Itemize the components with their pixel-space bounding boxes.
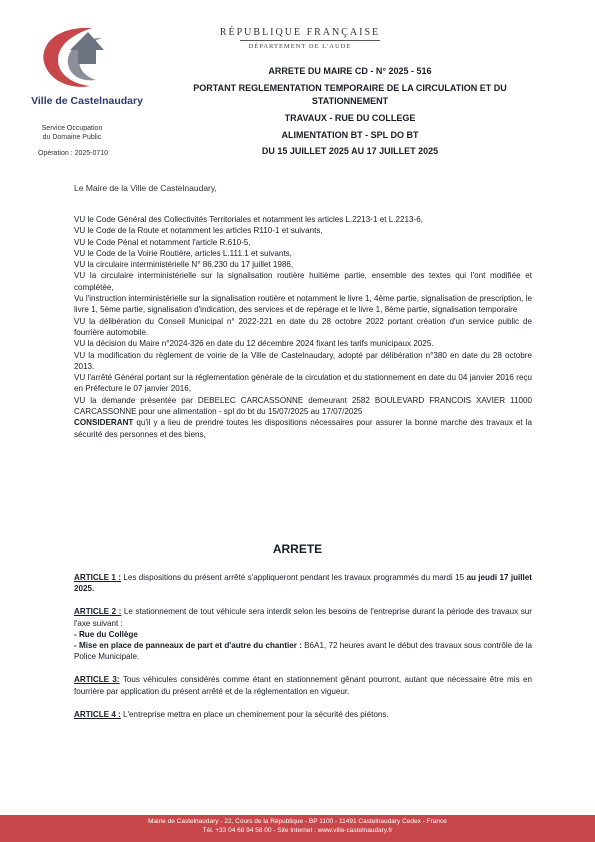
article-4: ARTICLE 4 : L'entreprise mettra en place un cheminement pour la sécurité des piétons. xyxy=(74,709,389,719)
service-name: Service Occupation du Domaine Public xyxy=(41,125,103,141)
vu-line: VU le Code Pénal et notamment l'article R.610-5, xyxy=(74,237,251,247)
works-period: DU 15 JUILLET 2025 AU 17 JUILLET 2025 xyxy=(261,146,439,156)
vu-line: VU la délibération du Conseil Municipal n° 2022-221 en date du 28 octobre 2022 portant création d'un service public de fourrière automobile. xyxy=(74,316,532,337)
footer xyxy=(0,815,595,842)
arrete-header xyxy=(160,65,540,162)
vu-line: VU le Code Général des Collectivités Territoriales et notamment les articles L.2213-1 et L.2213-6, xyxy=(74,215,423,224)
republic-heading: RÉPUBLIQUE FRANÇAISE xyxy=(219,27,381,38)
salutation: Le Maire de la Ville de Castelnaudary, xyxy=(74,183,217,193)
arrete-subject: PORTANT REGLEMENTATION TEMPORAIRE DE LA CIRCULATION ET DU STATIONNEMENT xyxy=(193,82,507,106)
vu-line: VU l'arrêté Général portant sur la réglementation générale de la circulation et du stationnement en date du 04 janvier 2016 reçu en Préfecture le 07 janvier 2016, xyxy=(74,373,532,394)
arrete-number: ARRETE DU MAIRE CD - N° 2025 - 516 xyxy=(268,66,432,76)
vu-line: VU la demande présentée par DEBELEC CARCASSONNE demeurant 2582 BOULEVARD FRANCOIS XAVIER 11000 CARCASSONNE pour une alimentation - spl do bt du 15/07/2025 au 17/07/2025 xyxy=(74,395,532,417)
vu-line: VU le Code de la Voirie Routière, articles L.111.1 et suivants, xyxy=(74,248,292,258)
heading-divider xyxy=(240,40,380,41)
vu-line: VU le Code de la Route et notamment les articles R110-1 et suivants, xyxy=(74,226,323,236)
vu-line: VU la circulaire interministérielle N° 86.230 du 17 juillet 1986, xyxy=(74,260,294,270)
works-title: TRAVAUX - RUE DU COLLEGE xyxy=(284,113,416,123)
vu-line: VU la décision du Maire n°2024-326 en date du 12 décembre 2024 fixant les tarifs municipaux 2025. xyxy=(74,339,434,349)
article-3: ARTICLE 3: Tous véhicules considérés comme étant en stationnement gênant pourront, autant que nécessaire être mis en fourrière par application du présent arrêté et de la réglementation en vigueur. xyxy=(74,675,533,696)
legal-references xyxy=(74,214,532,440)
works-detail: ALIMENTATION BT - SPL DO BT xyxy=(281,129,419,140)
articles xyxy=(74,572,532,732)
footer-address: Mairie de Castelnaudary - 22, Cours de la République - BP 1100 - 11491 Castelnaudary Cedex - France xyxy=(148,818,447,825)
department-heading: DÉPARTEMENT DE L'AUDE xyxy=(248,43,352,50)
city-name: Ville de Castelnaudary xyxy=(31,95,143,107)
footer-contact: Tél. +33 04 68 94 58 00 - Site Internet : www.ville-castelnaudary.fr xyxy=(202,826,393,834)
article-1: ARTICLE 1 : Les dispositions du présent arrêté s'appliqueront pendant les travaux programmés du mardi 15 au jeudi 17 juillet 2025. xyxy=(74,573,532,594)
arrete-title: ARRETE xyxy=(272,542,323,556)
vu-line: VU la circulaire interministérielle sur la signalisation routière huitième partie, ensemble des textes qui l'ont modifiée et complétée, xyxy=(74,271,532,292)
vu-line: VU la modification du règlement de voirie de la Ville de Castelnaudary, adopté par délibération n°380 en date du 28 octobre 2013. xyxy=(74,350,532,371)
operation-number: Opération : 2025-0710 xyxy=(38,150,109,157)
considerant: CONSIDERANT qu'il y a lieu de prendre toutes les dispositions nécessaires pour assurer la bonne marche des travaux et la sécurité des personnes et des biens, xyxy=(74,418,532,439)
article-2: ARTICLE 2 : Le stationnement de tout véhicule sera interdit selon les besoins de l'entreprise durant la période des travaux sur l'axe suivant : - Rue du Collège - Mise en place de panneaux de part et d'autre du chantier : B6A1, 72 heures avant le début des travaux sous contrôle de la Police Municipale. xyxy=(74,607,533,662)
vu-line: Vu l'instruction interministérielle sur la signalisation routière et notamment le livre 1, 4ème partie, signalisation de prescription, le livre 1, 5ème partie, signalisation d'indication, des services et de repérage et le livre 1, 8ème partie, signalisation temporaire xyxy=(74,294,532,315)
